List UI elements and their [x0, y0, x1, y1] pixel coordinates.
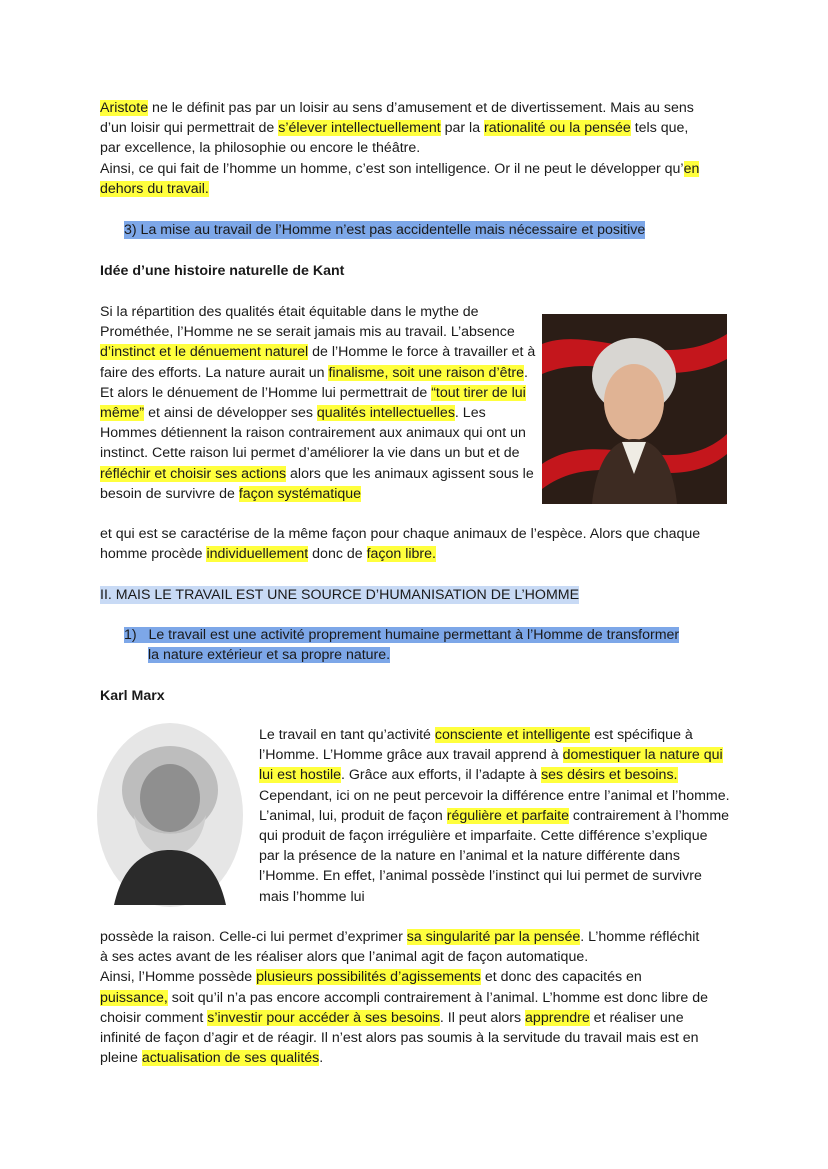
highlight: plusieurs possibilités d’agissements: [256, 969, 481, 986]
body-text: Ainsi, l’Homme possède: [100, 969, 257, 986]
body-text: . Grâce aux efforts, il l’adapte à: [341, 767, 542, 784]
body-text: . Il peut alors: [439, 1009, 526, 1026]
body-text: ne le définit pas par un loisir au sens d’amusement et de divertissement. Mais au sens d’un loisir qui permettrait de: [100, 100, 694, 137]
body-text: soit qu’il n’a pas encore accompli contrairement à l’animal. L’homme est donc libre de choisir comment: [100, 989, 709, 1026]
subsection-1-line1: Le travail est une activité proprement humaine permettant à l’Homme de transformer: [148, 627, 680, 643]
body-text: de l’Homme le force à travailler et à faire des efforts. La nature aurait un: [100, 344, 536, 381]
kant-paragraph: [100, 302, 536, 504]
kant-portrait: [542, 314, 727, 504]
subheading-3-text: 3) La mise au travail de l’Homme n’est pas accidentelle mais nécessaire et positive: [124, 222, 646, 238]
highlight: façon systématique: [238, 485, 362, 502]
highlight: sa singularité par la pensée: [406, 929, 581, 945]
body-text: Cependant, ici on ne peut percevoir la différence entre l’animal et l’homme. L’animal, lui, produit de façon: [259, 787, 730, 824]
highlight: “tout tirer de lui même”: [100, 384, 526, 422]
marx-paragraph-continued: [100, 927, 708, 1068]
highlight: rationalité ou la pensée: [484, 120, 631, 137]
body-text: Ainsi, ce qui fait de l’homme un homme, c’est son intelligence. Or il ne peut le développer qu’: [100, 160, 684, 177]
subsection-1-number: 1): [124, 627, 137, 643]
subheading-3: [124, 220, 645, 240]
marx-portrait-image: [94, 720, 246, 910]
body-text: donc de: [308, 546, 367, 563]
body-text: contrairement à l’homme qui produit de façon irrégulière et imparfaite. Cette différence s’explique par la présence de la nature en l’animal et la nature différente dans l’Homme. En effet, l’animal possède l’instinct qui lui permet de survivre mais l’homme lui: [259, 807, 730, 905]
subsection-1-line2: la nature extérieur et sa propre nature.: [148, 647, 391, 664]
body-text: et donc des capacités en: [480, 969, 642, 986]
body-text: possède la raison. Celle-ci lui permet d’exprimer: [100, 929, 407, 945]
subsection-1-heading: [124, 625, 744, 665]
body-text: et ainsi de développer ses: [144, 405, 317, 422]
highlight: s’élever intellectuellement: [278, 120, 441, 137]
highlight: finalisme, soit une raison d’être: [328, 364, 525, 381]
highlight: apprendre: [525, 1009, 590, 1026]
highlight: façon libre.: [366, 546, 436, 563]
body-text: . Les Hommes détiennent la raison contrairement aux animaux qui ont un instinct. Cette raison lui permet d’améliorer la vie dans un but et de: [100, 405, 526, 462]
marx-paragraph: [259, 725, 731, 907]
highlight: consciente et intelligente: [434, 727, 591, 743]
body-text: est spécifique à l’Homme. L’Homme grâce aux travail apprend à: [259, 727, 693, 764]
section-2-heading: [100, 585, 579, 605]
highlight: réfléchir et choisir ses actions: [100, 465, 287, 482]
aristote-paragraph: [100, 98, 712, 199]
body-text: Si la répartition des qualités était équitable dans le mythe de Prométhée, l’Homme ne se serait jamais mis au travail. L’absence: [100, 304, 515, 341]
highlight: d’instinct et le dénuement naturel: [100, 344, 309, 361]
body-text: .: [319, 1050, 324, 1067]
body-text: Le travail en tant qu’activité: [259, 727, 435, 743]
highlight: individuellement: [206, 546, 309, 563]
highlight: qualités intellectuelles: [316, 405, 455, 422]
highlight: Aristote: [100, 100, 149, 116]
body-text: alors que les animaux agissent sous le besoin de survivre de: [100, 465, 534, 502]
body-text: et qui est se caractérise de la même façon pour chaque animaux de l’espèce. Alors que chaque homme procède: [100, 526, 701, 563]
body-text: . L’homme réfléchit à ses actes avant de les réaliser alors que l’animal agit de façon automatique.: [100, 929, 700, 966]
highlight: régulière et parfaite: [446, 807, 569, 824]
kant-title: Idée d’une histoire naturelle de Kant: [100, 263, 345, 279]
body-text: . Et alors le dénuement de l’Homme lui permettrait de: [100, 364, 528, 401]
kant-paragraph-continued: [100, 524, 720, 564]
body-text: tels que, par excellence, la philosophie ou encore le théâtre.: [100, 120, 689, 157]
spacer: [137, 627, 149, 643]
marx-title: Karl Marx: [100, 688, 165, 704]
kant-portrait-image: [542, 314, 727, 504]
highlight: domestiquer la nature qui lui est hostile: [259, 747, 723, 784]
section-2-heading-text: II. MAIS LE TRAVAIL EST UNE SOURCE D’HUMANISATION DE L’HOMME: [100, 587, 580, 603]
marx-portrait: [94, 720, 246, 910]
body-text: et réaliser une infinité de façon d’agir et de réagir. Il n’est alors pas soumis à la servitude du travail mais est en pleine: [100, 1009, 699, 1067]
highlight: puissance,: [100, 989, 168, 1006]
body-text: par la: [440, 120, 485, 137]
highlight: s’investir pour accéder à ses besoins: [207, 1009, 440, 1026]
highlight: en dehors du travail.: [100, 160, 700, 197]
highlight: actualisation de ses qualités: [141, 1050, 320, 1067]
highlight: ses désirs et besoins.: [541, 767, 678, 784]
